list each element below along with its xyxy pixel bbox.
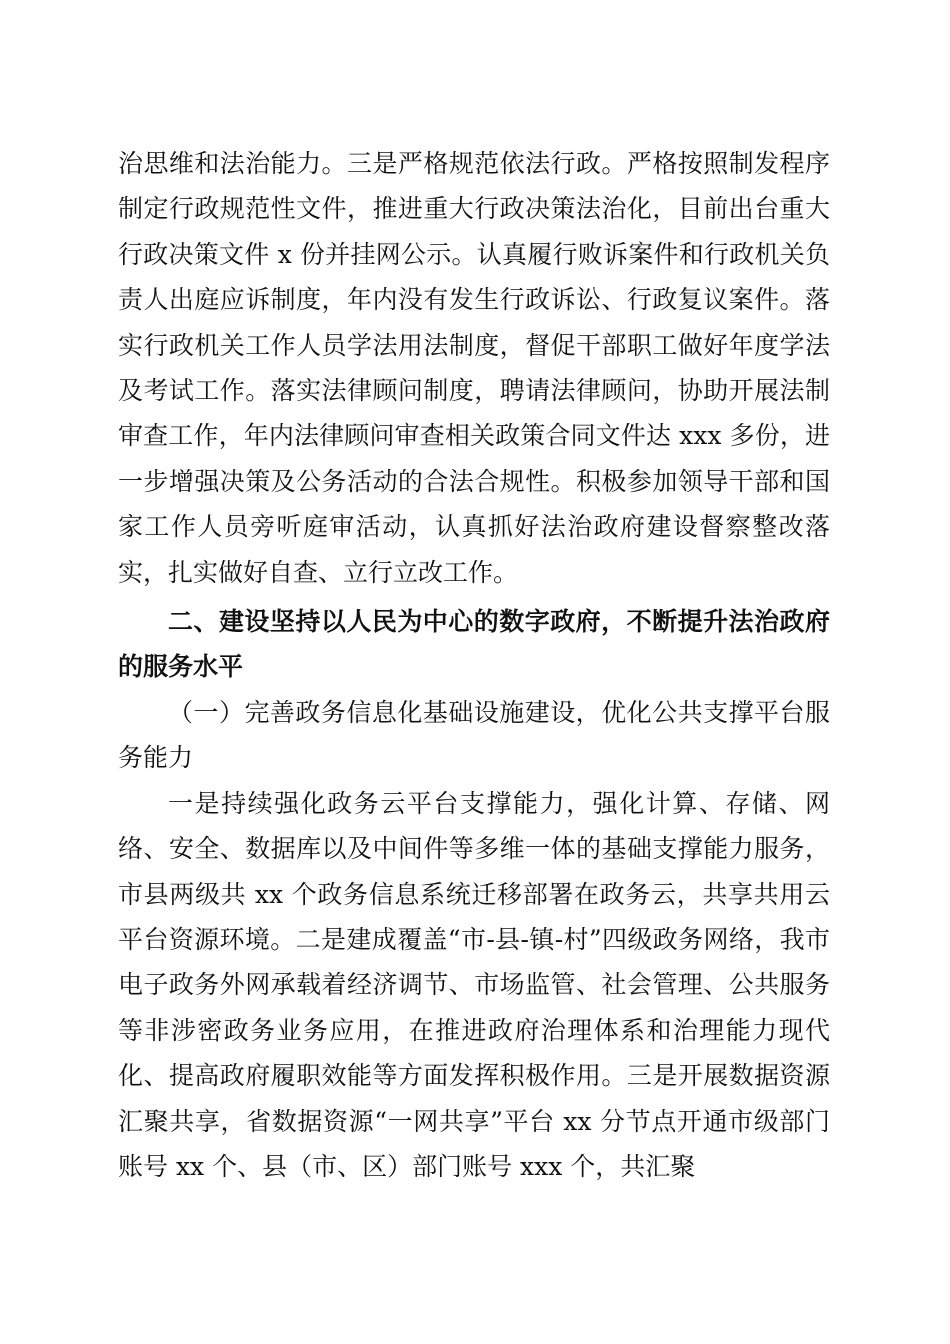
document-body [118,141,830,1189]
subsection-heading-1: （一）完善政务信息化基础设施建设，优化公共支撑平台服务能力 [118,697,830,773]
section-heading-2: 二、建设坚持以人民为中心的数字政府，不断提升法治政府的服务水平 [118,607,830,682]
body-paragraph: 一是持续强化政务云平台支撑能力，强化计算、存储、网络、安全、数据库以及中间件等多维一体的基础支撑能力服务，市县两级共 xx 个政务信息系统迁移部署在政务云，共享共用云平台资源环境。二是建成覆盖“市-县-镇-村”四级政务网络，我市电子政务外网承载着经济调节、市场监管、社会管理、公共服务等非涉密政务业务应用，在推进政府治理体系和治理能力现代化、提高政府履职效能等方面发挥积极作用。三是开展数据资源汇聚共享，省数据资源“一网共享”平台 xx 分节点开通市级部门账号 xx 个、县（市、区）部门账号 xxx 个，共汇聚 [118,788,830,1181]
body-paragraph-continued: 治思维和法治能力。三是严格规范依法行政。严格按照制发程序制定行政规范性文件，推进重大行政决策法治化，目前出台重大行政决策文件 x 份并挂网公示。认真履行败诉案件和行政机关负责人出庭应诉制度，年内没有发生行政诉讼、行政复议案件。落实行政机关工作人员学法用法制度，督促干部职工做好年度学法及考试工作。落实法律顾问制度，聘请法律顾问，协助开展法制审查工作，年内法律顾问审查相关政策合同文件达 xxx 多份，进一步增强决策及公务活动的合法合规性。积极参加领导干部和国家工作人员旁听庭审活动，认真抓好法治政府建设督察整改落实，扎实做好自查、立行立改工作。 [118,149,830,587]
